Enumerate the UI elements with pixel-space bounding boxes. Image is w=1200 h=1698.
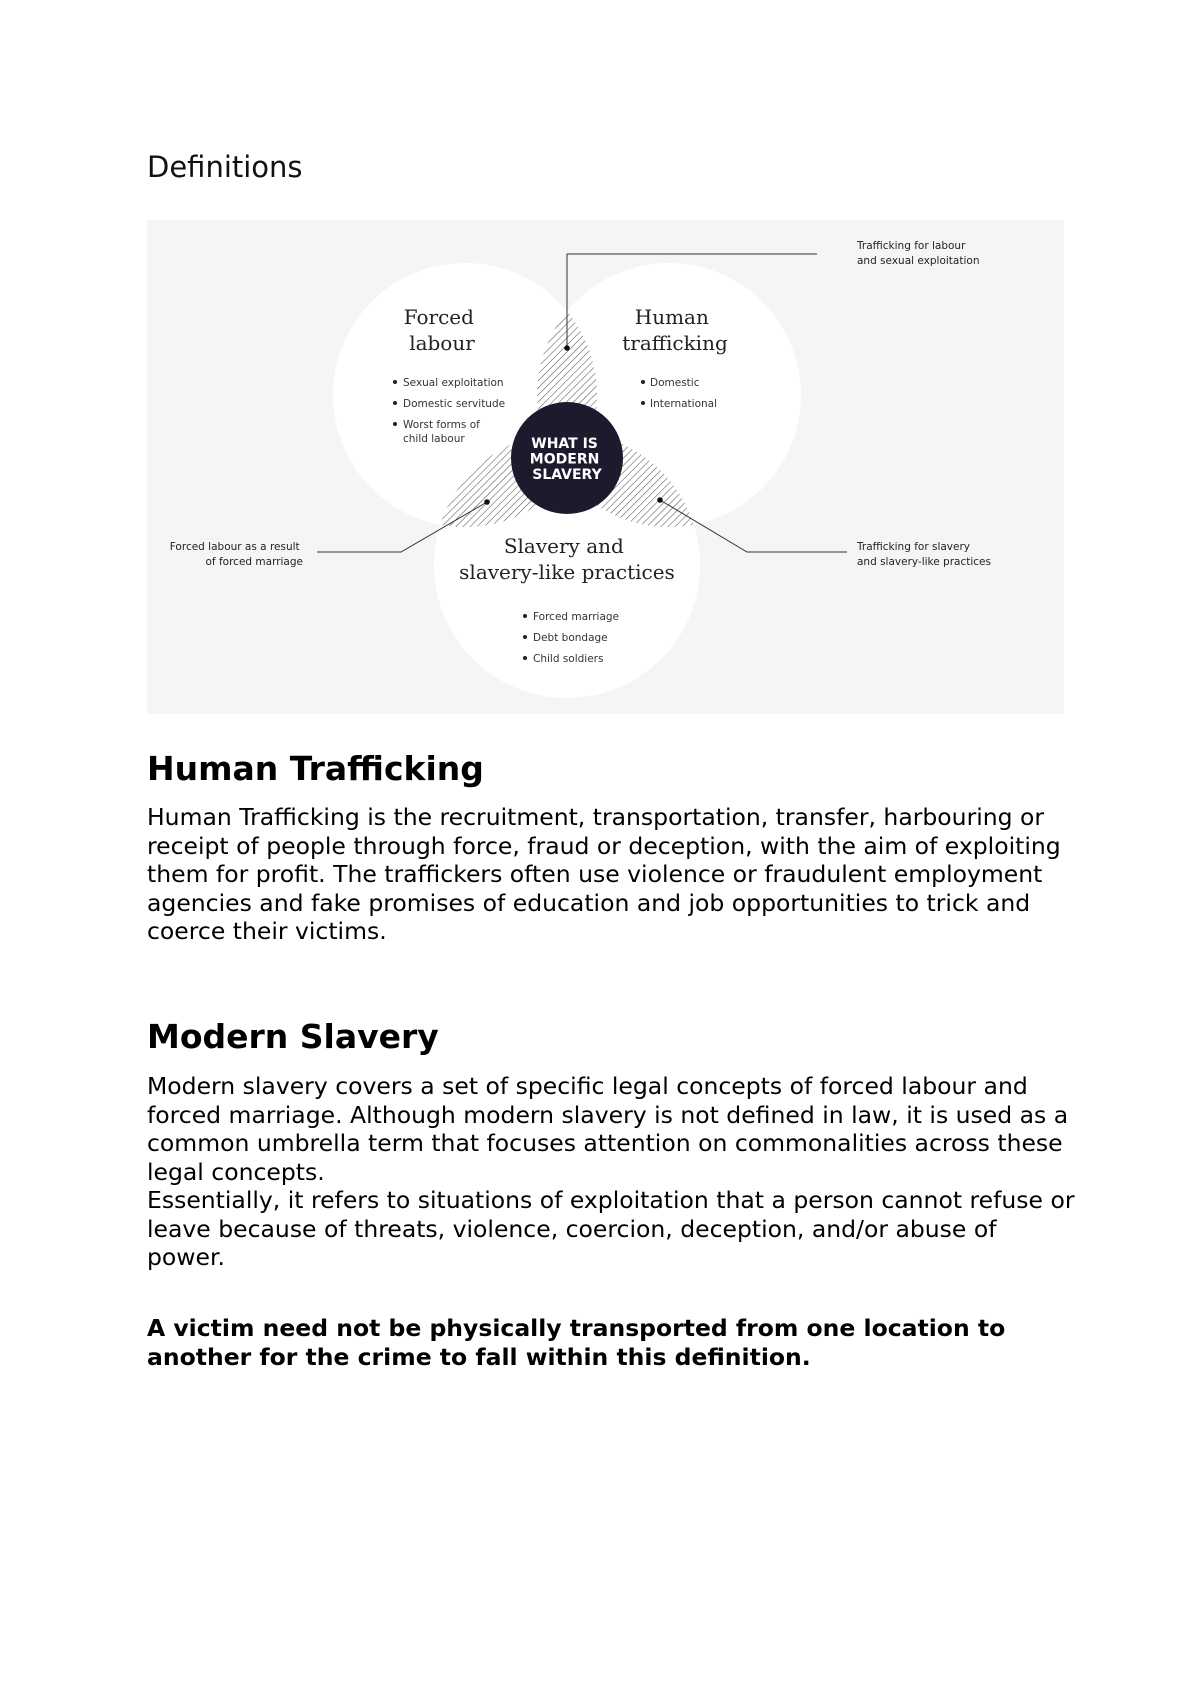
callout-right: Trafficking for slavery and slavery-like practices xyxy=(857,541,991,568)
list-item: Domestic servitude xyxy=(403,398,506,410)
human-trafficking-title: Human trafficking xyxy=(622,305,728,355)
paragraph-modern-slavery-2: Essentially, it refers to situations of exploitation that a person cannot refuse or leave because of threats, violence, coercion, deception, and/or abuse of power. xyxy=(147,1186,1075,1271)
venn-diagram xyxy=(147,220,1064,714)
callout-left: Forced labour as a result of forced marriage xyxy=(169,541,303,568)
list-item: Forced marriage xyxy=(533,611,619,623)
list-item: Child soldiers xyxy=(533,653,604,665)
section-title-modern-slavery: Modern Slavery xyxy=(147,1017,439,1056)
center-label: WHAT IS MODERN SLAVERY xyxy=(529,436,602,483)
section-title-human-trafficking: Human Trafficking xyxy=(147,749,484,788)
list-item: child labour xyxy=(403,433,465,445)
forced-labour-title: Forced labour xyxy=(403,305,475,355)
list-item: Sexual exploitation xyxy=(403,377,504,389)
emphasis-statement: A victim need not be physically transported from one location to another for the crime to fall within this definition. xyxy=(147,1314,1006,1371)
paragraph-modern-slavery-1: Modern slavery covers a set of specific legal concepts of forced labour and forced marriage. Although modern slavery is not defined in law, it is used as a common umbrella term that focuses attention on commonalities across these legal concepts. xyxy=(147,1072,1069,1186)
paragraph-human-trafficking: Human Trafficking is the recruitment, transportation, transfer, harbouring or receipt of people through force, fraud or deception, with the aim of exploiting them for profit. The traffickers often use violence or fraudulent employment agencies and fake promises of education and job opportunities to trick and coerce their victims. xyxy=(147,803,1061,945)
modern-slavery-diagram xyxy=(147,220,1064,714)
slavery-practices-title: Slavery and slavery-like practices xyxy=(459,534,675,584)
page-heading: Definitions xyxy=(147,150,303,184)
list-item: Debt bondage xyxy=(533,632,608,644)
list-item: Worst forms of xyxy=(403,419,480,431)
list-item: International xyxy=(650,398,718,410)
callout-top-right: Trafficking for labour and sexual exploitation xyxy=(857,240,980,267)
list-item: Domestic xyxy=(650,377,700,389)
